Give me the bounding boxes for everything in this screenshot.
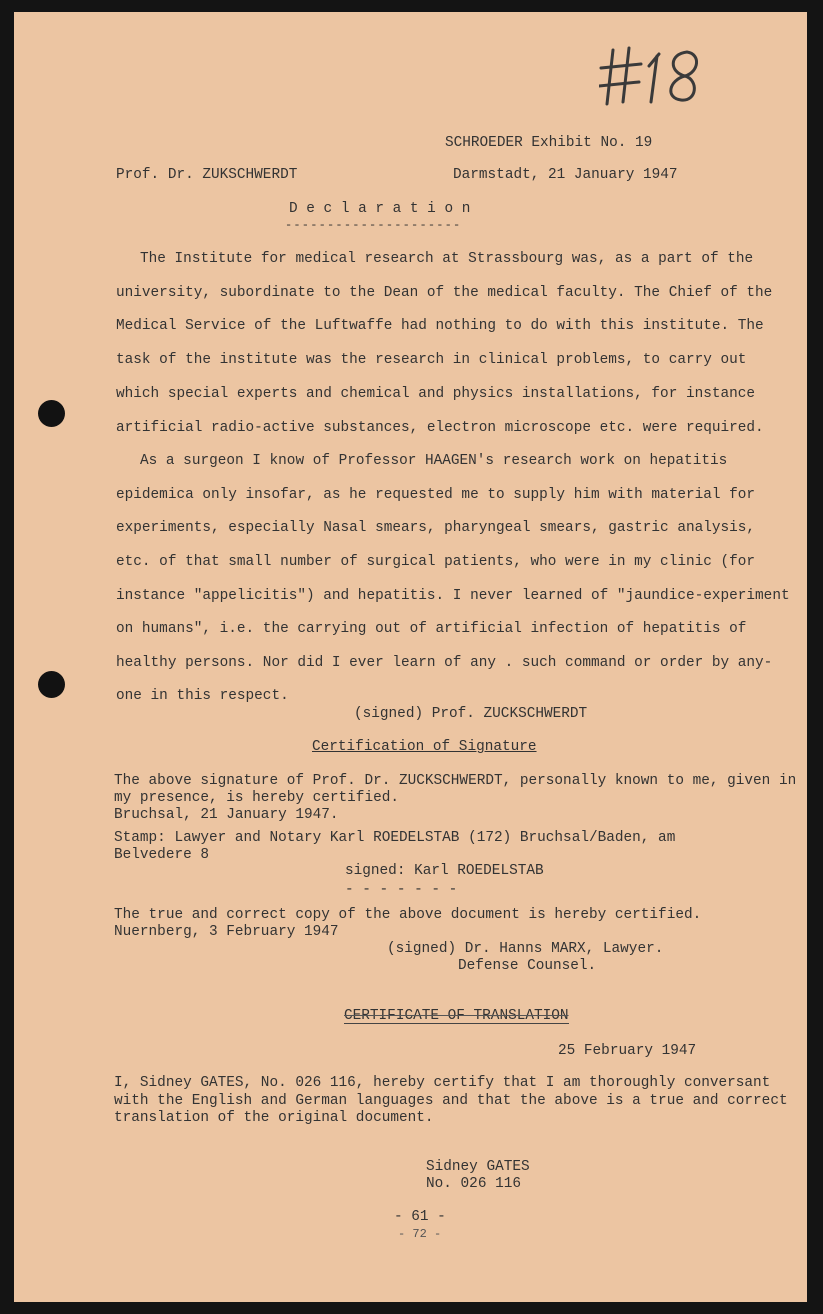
body-line: etc. of that small number of surgical patients, who were in my clinic (for bbox=[116, 554, 756, 570]
punch-hole bbox=[38, 671, 65, 698]
translation-date: 25 February 1947 bbox=[558, 1043, 697, 1059]
body-line: healthy persons. Nor did I ever learn of any . such command or order by any- bbox=[116, 655, 773, 671]
certification-heading: Certification of Signature bbox=[312, 739, 537, 755]
punch-hole bbox=[38, 400, 65, 427]
body-line: on humans", i.e. the carrying out of artificial infection of hepatitis of bbox=[116, 621, 747, 637]
notary-signed: signed: Karl ROEDELSTAB bbox=[345, 863, 544, 879]
page-title: D e c l a r a t i o n bbox=[289, 201, 471, 217]
place-date: Darmstadt, 21 January 1947 bbox=[453, 167, 678, 183]
certification-line: Belvedere 8 bbox=[114, 847, 209, 863]
body-line: one in this respect. bbox=[116, 688, 289, 704]
body-line: artificial radio-active substances, electron microscope etc. were required. bbox=[116, 420, 764, 436]
translation-line: I, Sidney GATES, No. 026 116, hereby certify that I am thoroughly conversant bbox=[114, 1075, 771, 1091]
translation-heading: CERTIFICATE OF TRANSLATION bbox=[344, 1008, 569, 1024]
translator-number: No. 026 116 bbox=[426, 1176, 521, 1192]
body-line: Medical Service of the Luftwaffe had nothing to do with this institute. The bbox=[116, 318, 764, 334]
translator-name: Sidney GATES bbox=[426, 1159, 530, 1175]
certification-line: The above signature of Prof. Dr. ZUCKSCHWERDT, personally known to me, given in bbox=[114, 773, 797, 789]
body-line: experiments, especially Nasal smears, pharyngeal smears, gastric analysis, bbox=[116, 520, 756, 536]
document-page bbox=[14, 12, 807, 1302]
translation-line: translation of the original document. bbox=[114, 1110, 434, 1126]
body-line: instance "appelicitis") and hepatitis. I never learned of "jaundice-experiment bbox=[116, 588, 790, 604]
defense-signed: (signed) Dr. Hanns MARX, Lawyer. bbox=[387, 941, 664, 957]
page-number: - 61 - bbox=[394, 1209, 446, 1225]
certification-line: Stamp: Lawyer and Notary Karl ROEDELSTAB (172) Bruchsal/Baden, am bbox=[114, 830, 676, 846]
section-divider: - - - - - - - bbox=[345, 882, 458, 898]
body-line: task of the institute was the research in clinical problems, to carry out bbox=[116, 352, 747, 368]
page-number-secondary: - 72 - bbox=[398, 1227, 442, 1241]
copy-certification-line: Nuernberg, 3 February 1947 bbox=[114, 924, 339, 940]
translation-line: with the English and German languages and that the above is a true and correct bbox=[114, 1093, 788, 1109]
author-line: Prof. Dr. ZUKSCHWERDT bbox=[116, 167, 298, 183]
certification-line: Bruchsal, 21 January 1947. bbox=[114, 807, 339, 823]
copy-certification-line: The true and correct copy of the above document is hereby certified. bbox=[114, 907, 702, 923]
exhibit-label: SCHROEDER Exhibit No. 19 bbox=[445, 135, 653, 151]
certification-line: my presence, is hereby certified. bbox=[114, 790, 399, 806]
title-rule: - - - - - - - - - - - - - - - - - - - - - bbox=[285, 218, 458, 232]
body-line: As a surgeon I know of Professor HAAGEN's research work on hepatitis bbox=[140, 453, 728, 469]
defense-role: Defense Counsel. bbox=[458, 958, 597, 974]
body-line: which special experts and chemical and physics installations, for instance bbox=[116, 386, 756, 402]
body-line: The Institute for medical research at Strassbourg was, as a part of the bbox=[140, 251, 754, 267]
body-line: university, subordinate to the Dean of the medical faculty. The Chief of the bbox=[116, 285, 773, 301]
handwritten-mark-drawing bbox=[599, 42, 719, 112]
body-line: epidemica only insofar, as he requested me to supply him with material for bbox=[116, 487, 756, 503]
signed-line: (signed) Prof. ZUCKSCHWERDT bbox=[354, 706, 588, 722]
